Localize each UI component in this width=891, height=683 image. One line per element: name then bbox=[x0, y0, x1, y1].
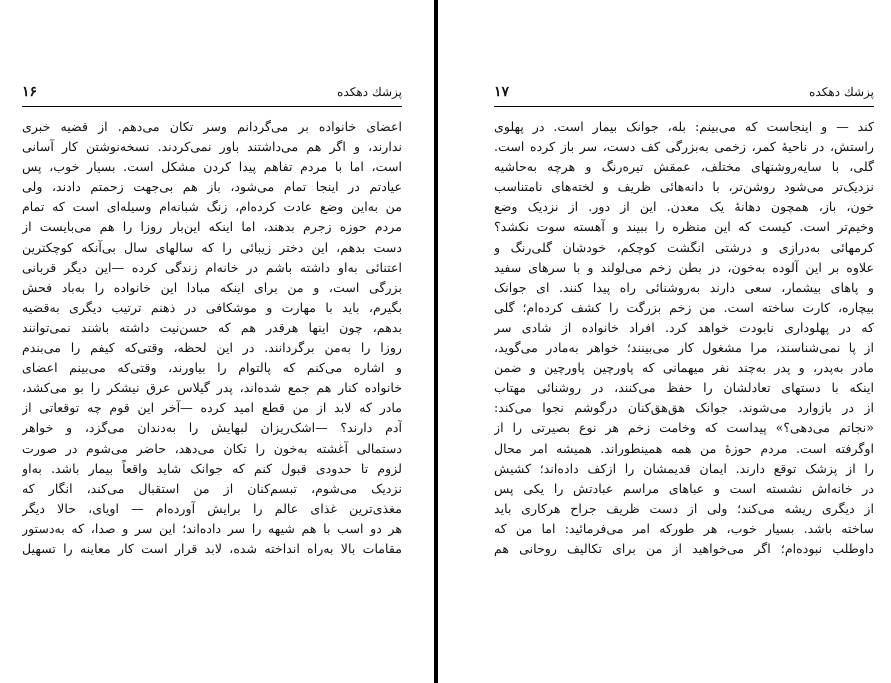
text-line: راستش، در ناحیهٔ کمر، زخمی به‌بزرگی کف دست، سر باز کرده است. bbox=[494, 139, 874, 155]
left-running-title: پزشك دهكده bbox=[337, 85, 402, 99]
text-line: روزا را به‌من برگردانند. در این لحظه، وقتی‌که کیفم را می‌بندم bbox=[22, 340, 402, 356]
text-line: که در پهلوداری نابودت خواهد کرد. افراد خانواده از شادی سر bbox=[494, 319, 874, 335]
text-line: و اشاره می‌کنم که پالتوام را بیاورند، وقتی‌که می‌بینم اعضای bbox=[22, 360, 402, 376]
left-page-body bbox=[22, 117, 402, 559]
text-line: بگیرم، باید با مهارت و موشکافی در ذهنم ترتیب دیگری به‌قضیه bbox=[22, 299, 402, 315]
text-line: نزدیک‌تر می‌شود روشن‌تر، با دانه‌هائی ظریف و لخته‌های نامتناسب bbox=[494, 179, 874, 195]
text-line: مردم حوزه زجرم بدهند، اما اینکه این‌بار روزا را هم می‌بایست از bbox=[22, 219, 402, 235]
text-line: عیادتم در اینجا تمام می‌شود، باز هم بی‌جهت زحمتم دادند، ولی bbox=[22, 179, 402, 195]
text-line: و پاهای بیشمار، سعی دارند به‌روشنائی راه پیدا کنند. ای جوانک bbox=[494, 279, 874, 295]
text-line: بیچاره، کارت ساخته است. من زخم بزرگت را کشف کرده‌ام؛ گلی bbox=[494, 299, 874, 315]
text-line: داوطلب نبوده‌ام؛ اگر می‌خواهید از من برای تکالیف روحانی هم bbox=[494, 540, 874, 556]
text-line: را از پزشک توقع دارند. ایمان قدیمشان را ازکف داده‌اند؛ کشیش bbox=[494, 460, 874, 476]
text-line: نزدیک می‌شوم، تبسم‌کنان از من استقبال می‌کند، انگار که bbox=[22, 480, 402, 496]
text-line: اعتنائی به‌او داشته باشم در خانه‌ام زندگی کرده —این دیگر قربانی bbox=[22, 259, 402, 275]
text-line: هر دو اسب با هم شیهه را سر داده‌اند؛ این سر و صدا، که به‌دستور bbox=[22, 520, 402, 536]
text-line: خانواده کنار هم جمع شده‌اند، پدر گیلاس عرق نیشکر را بو می‌کشد، bbox=[22, 380, 402, 396]
book-spine-divider bbox=[434, 0, 438, 683]
right-page-number: ۱۷ bbox=[494, 84, 510, 100]
text-line: کند — و اینجاست که می‌بینم: بله، جوانک بیمار است. در پهلوی bbox=[494, 119, 874, 134]
text-line: در خانه‌اش نشسته است و عباهای مراسم عبادتش را یکی پس bbox=[494, 480, 874, 496]
text-line: علاوه بر این آلوده به‌خون، در بطن زخم می‌لولند و با سرهای سفید bbox=[494, 259, 874, 275]
text-line: است، اما با مردم تفاهم پیدا کردن مشکل است. بسیار خوب، پس bbox=[22, 159, 402, 175]
right-header-rule bbox=[494, 106, 874, 107]
text-line: اعضای خانواده بر می‌گردانم وسر تکان می‌دهم. از قضیه خبری bbox=[22, 119, 402, 134]
text-line: مادر به‌پدر، و پدر به‌چند نفر میهمانی که پاورچین پاورچین و ضمن bbox=[494, 360, 874, 376]
text-line: ندارند، و اگر هم می‌داشتند باور نمی‌کردند. نسخه‌نوشتن کار آسانی bbox=[22, 139, 402, 155]
right-page-header bbox=[494, 83, 874, 101]
text-line: دست بدهم، این دختر زیبائی را که سالهای سال بی‌آنکه کوچکترین bbox=[22, 239, 402, 255]
left-page-header bbox=[22, 83, 402, 101]
text-line: اینکه با دستهای تعادلشان را حفظ می‌کنند، در روشنائی مهتاب bbox=[494, 380, 874, 396]
text-line: از در بازوارد می‌شوند. جوانک هق‌هق‌کنان درگوشم نجوا می‌کند: bbox=[494, 400, 874, 416]
text-line: دستمالی آغشته به‌خون را تکان می‌دهد، حاضر می‌شوم در صورت bbox=[22, 440, 402, 456]
text-line: از پا نمی‌شناسند، مرا مشغول کار می‌بینند؛ خواهر به‌مادر می‌گوید، bbox=[494, 340, 874, 356]
text-line: آدم دارند؟ —اشک‌ریزان لبهایش را به‌دندان می‌گزد، و خواهر bbox=[22, 420, 402, 436]
right-page-body bbox=[494, 117, 874, 559]
right-running-title: پزشك دهكده bbox=[809, 85, 874, 99]
right-page bbox=[444, 0, 891, 683]
text-line: ساخته باشد. بسیار خوب، هر طورکه امر می‌فرمائید: اما من که bbox=[494, 520, 874, 536]
text-line: اوگرفته است. مردم حوزهٔ من همه همینطوراند. همیشه امر محال bbox=[494, 440, 874, 456]
left-header-rule bbox=[22, 106, 402, 107]
text-line: مقامات بالا به‌راه انداخته شده، لابد قرار است کار معاینه را تسهیل bbox=[22, 540, 402, 556]
left-page-number: ۱۶ bbox=[22, 84, 38, 100]
text-line: بزرگی است، و من برای اینکه مبادا این خانواده را به‌باد فحش bbox=[22, 279, 402, 295]
text-line: مادر که لابد از من قطع امید کرده —آخر این قوم چه توقعاتی از bbox=[22, 400, 402, 416]
text-line: کرمهائی به‌درازی و درشتی انگشت کوچکم، خودشان گلی‌رنگ و bbox=[494, 239, 874, 255]
text-line: وخیم‌تر است. کیست که این منظره را ببیند و آهسته سوت نکشد؟ bbox=[494, 219, 874, 235]
text-line: لزوم تا حدودی قبول کنم که جوانک شاید واقعاً بیمار باشد. به‌او bbox=[22, 460, 402, 476]
text-line: من به‌این وضع عادت کرده‌ام، زنگ شبانه‌ام وسیله‌ای است که تمام bbox=[22, 199, 402, 215]
text-line: مغذی‌ترین غذای عالم را برایش آورده‌ام — اویای، حالا دیگر bbox=[22, 500, 402, 516]
text-line: بدهم، چون اینها هرقدر هم که حسن‌نیت داشته باشند نمی‌توانند bbox=[22, 319, 402, 335]
left-page bbox=[0, 0, 432, 683]
text-line: «نجاتم می‌دهی؟» پیداست که وخامت زخم هر نوع بصیرتی را از bbox=[494, 420, 874, 436]
text-line: گلی، با سایه‌روشنهای مختلف، عمقش تیره‌رنگ و هرچه به‌حاشیه bbox=[494, 159, 874, 175]
text-line: خون، باز، همچون دهانهٔ یک معدن. این از دور. از نزدیک وضع bbox=[494, 199, 874, 215]
text-line: از دیگری ریشه می‌کند؛ ولی از دست ظریف جراح هرکاری باید bbox=[494, 500, 874, 516]
